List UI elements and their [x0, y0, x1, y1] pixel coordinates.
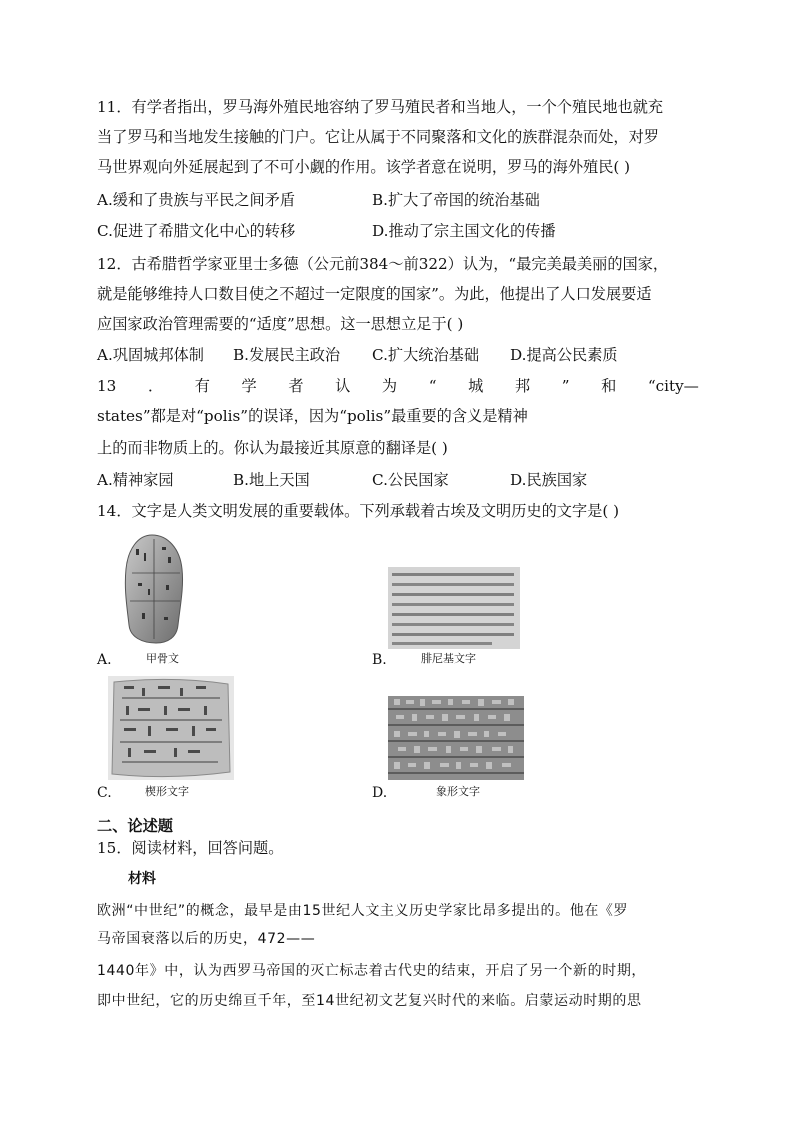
oracle-bone-image	[122, 533, 186, 645]
q13-option-c: C.公民国家	[372, 471, 449, 489]
q11-option-b: B.扩大了帝国的统治基础	[372, 191, 540, 209]
q13-token: 者	[288, 377, 304, 395]
q14-caption-b: 腓尼基文字	[421, 652, 476, 665]
q14-letter-c: C.	[97, 785, 112, 801]
cuneiform-tablet-image	[108, 676, 234, 780]
q13-token: “	[428, 377, 437, 395]
q12-line-3: 应国家政治管理需要的“适度”思想。这一思想立足于( )	[97, 315, 464, 333]
q13-token: 为	[381, 377, 398, 395]
q12-line-2: 就是能够维持人口数目使之不超过一定限度的国家”。为此，他提出了人口发展要适	[97, 285, 652, 303]
q13-token: 城	[468, 377, 484, 395]
material-line-4: 即中世纪，它的历史绵亘千年，至14世纪初文艺复兴时代的来临。启蒙运动时期的思	[97, 993, 642, 1009]
q11-option-a: A.缓和了贵族与平民之间矛盾	[97, 191, 296, 209]
phoenician-script-image	[388, 567, 520, 649]
q13-token: 认	[335, 377, 351, 395]
q13-option-a: A.精神家园	[97, 471, 174, 489]
q12-option-d: D.提高公民素质	[510, 346, 618, 364]
q11-option-c: C.促进了希腊文化中心的转移	[97, 222, 296, 240]
q13-line-1	[97, 376, 699, 396]
q11-line-2: 当了罗马和当地发生接触的门户。它让从属于不同聚落和文化的族群混杂而处，对罗	[97, 128, 659, 146]
q13-token: 和	[601, 377, 617, 395]
section-heading: 二、论述题	[97, 817, 173, 835]
q14-letter-b: B.	[372, 652, 387, 668]
material-label: 材料	[128, 871, 156, 887]
q12-option-b: B.发展民主政治	[233, 346, 341, 364]
q12-option-a: A.巩固城邦体制	[97, 346, 204, 364]
q12-option-c: C.扩大统治基础	[372, 346, 480, 364]
q13-token: ．	[147, 377, 164, 395]
q15-stem: 15．阅读材料，回答问题。	[97, 839, 284, 857]
q11-option-d: D.推动了宗主国文化的传播	[372, 222, 556, 240]
q13-token: 邦	[514, 377, 531, 395]
q14-letter-a: A.	[97, 652, 112, 668]
hieroglyph-wall-image	[388, 696, 524, 780]
q13-line-3: 上的而非物质上的。你认为最接近其原意的翻译是( )	[97, 439, 448, 457]
q11-line-3: 马世界观向外延展起到了不可小觑的作用。该学者意在说明，罗马的海外殖民( )	[97, 158, 631, 176]
q13-token: “city—	[647, 377, 699, 395]
q14-caption-d: 象形文字	[436, 785, 480, 798]
q14-caption-c: 楔形文字	[145, 785, 189, 798]
q14-caption-a: 甲骨文	[146, 652, 179, 665]
material-line-2: 马帝国衰落以后的历史，472——	[97, 931, 316, 947]
q13-token: 13	[97, 377, 117, 395]
q12-line-1: 12．古希腊哲学家亚里士多德（公元前384～前322）认为，“最完美最美丽的国家，	[97, 255, 669, 273]
q13-option-d: D.民族国家	[510, 471, 588, 489]
q13-token: 有	[194, 377, 210, 395]
material-line-3: 1440年》中，认为西罗马帝国的灭亡标志着古代史的结束，开启了另一个新的时期，	[97, 963, 647, 979]
q13-line-2: states”都是对“polis”的误译，因为“polis”最重要的含义是精神	[97, 407, 528, 425]
q14-stem: 14．文字是人类文明发展的重要载体。下列承载着古埃及文明历史的文字是( )	[97, 502, 620, 520]
material-line-1: 欧洲“中世纪”的概念，最早是由15世纪人文主义历史学家比昂多提出的。他在《罗	[97, 903, 629, 919]
q11-line-1: 11．有学者指出，罗马海外殖民地容纳了罗马殖民者和当地人，一个个殖民地也就充	[97, 98, 664, 116]
q13-option-b: B.地上天国	[233, 471, 310, 489]
q14-letter-d: D.	[372, 785, 388, 801]
q13-token: ”	[561, 377, 570, 395]
q13-token: 学	[241, 377, 257, 395]
